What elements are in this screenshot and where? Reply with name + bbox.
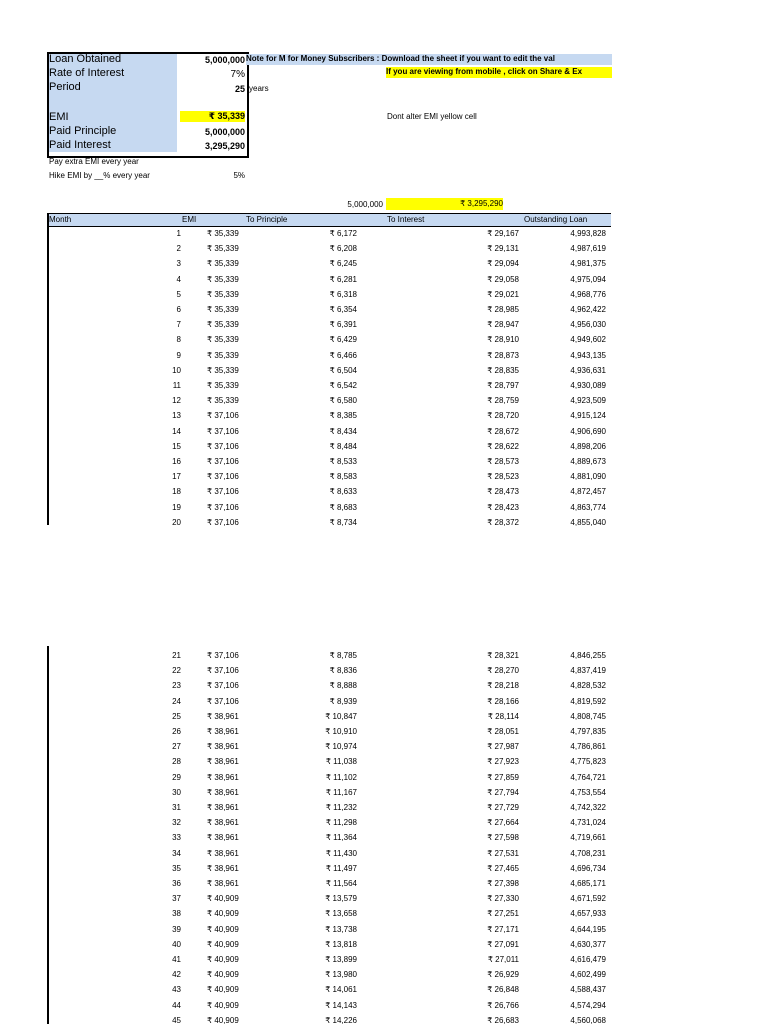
- table-row: [0, 409, 768, 423]
- table-row: [0, 862, 768, 876]
- row-emi: ₹ 35,339: [207, 320, 239, 330]
- row-to-principle: ₹ 6,208: [329, 244, 357, 254]
- table-header: [47, 213, 611, 227]
- row-emi: ₹ 35,339: [207, 274, 239, 284]
- row-outstanding-loan: 4,962,422: [570, 305, 606, 314]
- row-emi: ₹ 37,106: [207, 666, 239, 676]
- row-to-principle: ₹ 13,579: [325, 894, 357, 904]
- row-emi: ₹ 37,106: [207, 651, 239, 660]
- table-row: [0, 999, 768, 1013]
- row-to-principle: ₹ 8,888: [329, 681, 357, 691]
- table-row: [0, 516, 768, 530]
- table-row: [0, 983, 768, 997]
- row-month: 41: [172, 955, 181, 964]
- row-to-interest: ₹ 28,947: [487, 320, 519, 330]
- row-month: 38: [172, 909, 181, 919]
- row-emi: ₹ 38,961: [207, 818, 239, 828]
- row-to-interest: ₹ 28,835: [487, 365, 519, 375]
- row-to-principle: ₹ 11,430: [325, 848, 357, 858]
- row-month: 43: [172, 985, 181, 995]
- row-emi: ₹ 38,961: [207, 772, 239, 782]
- subscriber-note: Note for M for Money Subscribers : Download the sheet if you want to edit the val: [246, 54, 612, 65]
- row-emi: ₹ 38,961: [207, 848, 239, 858]
- row-emi: ₹ 38,961: [207, 879, 239, 888]
- row-emi: ₹ 38,961: [207, 711, 239, 721]
- row-emi: ₹ 40,909: [207, 1015, 239, 1025]
- row-to-principle: ₹ 11,298: [325, 818, 357, 828]
- period-label: Period: [49, 81, 81, 93]
- row-month: 23: [172, 681, 181, 691]
- row-emi: ₹ 37,106: [207, 517, 239, 527]
- row-outstanding-loan: 4,602,499: [570, 970, 606, 980]
- row-outstanding-loan: 4,855,040: [570, 517, 606, 527]
- row-month: 30: [172, 787, 181, 797]
- row-outstanding-loan: 4,775,823: [570, 757, 606, 767]
- row-to-interest: ₹ 26,683: [487, 1015, 519, 1025]
- row-month: 4: [176, 274, 181, 284]
- row-emi: ₹ 38,961: [207, 757, 239, 767]
- header-to-interest: To Interest: [387, 215, 425, 224]
- row-outstanding-loan: 4,616,479: [570, 955, 606, 964]
- row-to-principle: ₹ 13,658: [325, 909, 357, 919]
- row-month: 19: [172, 502, 181, 512]
- row-emi: ₹ 40,909: [207, 985, 239, 995]
- row-to-principle: ₹ 8,939: [329, 696, 357, 706]
- row-month: 5: [176, 289, 181, 299]
- row-to-principle: ₹ 10,974: [325, 742, 357, 752]
- header-to-principle: To Principle: [246, 215, 288, 224]
- row-outstanding-loan: 4,731,024: [570, 818, 606, 828]
- row-month: 42: [172, 970, 181, 980]
- table-row: [0, 679, 768, 693]
- table-row: [0, 273, 768, 287]
- row-month: 29: [172, 772, 181, 782]
- row-emi: ₹ 37,106: [207, 441, 239, 451]
- table-row: [0, 1014, 768, 1028]
- row-emi: ₹ 35,339: [207, 396, 239, 406]
- row-outstanding-loan: 4,630,377: [570, 939, 606, 949]
- table-row: [0, 786, 768, 800]
- row-outstanding-loan: 4,889,673: [570, 457, 606, 466]
- row-to-principle: ₹ 11,038: [325, 757, 357, 767]
- row-emi: ₹ 35,339: [207, 259, 239, 269]
- row-outstanding-loan: 4,764,721: [570, 772, 606, 782]
- table-row: [0, 288, 768, 302]
- row-month: 24: [172, 696, 181, 706]
- row-month: 44: [172, 1000, 181, 1010]
- row-month: 21: [172, 651, 181, 660]
- row-month: 7: [176, 320, 181, 330]
- row-to-principle: ₹ 8,836: [329, 666, 357, 676]
- row-outstanding-loan: 4,588,437: [570, 985, 606, 995]
- row-emi: ₹ 37,106: [207, 426, 239, 436]
- table-row: [0, 816, 768, 830]
- table-row: [0, 968, 768, 982]
- row-emi: ₹ 38,961: [207, 727, 239, 736]
- row-to-principle: ₹ 8,734: [329, 517, 357, 527]
- emi-warning-note: Dont alter EMI yellow cell: [387, 112, 477, 121]
- row-emi: ₹ 38,961: [207, 787, 239, 797]
- row-month: 25: [172, 711, 181, 721]
- row-to-interest: ₹ 27,531: [487, 848, 519, 858]
- row-to-principle: ₹ 14,061: [325, 985, 357, 995]
- row-emi: ₹ 40,909: [207, 909, 239, 919]
- row-month: 9: [176, 350, 181, 360]
- row-emi: ₹ 35,339: [207, 365, 239, 375]
- row-month: 36: [172, 879, 181, 888]
- row-month: 31: [172, 803, 181, 812]
- row-to-interest: ₹ 27,598: [487, 833, 519, 843]
- row-to-principle: ₹ 8,533: [329, 457, 357, 466]
- row-emi: ₹ 35,339: [207, 381, 239, 390]
- row-to-principle: ₹ 13,738: [325, 924, 357, 934]
- row-to-principle: ₹ 6,504: [329, 365, 357, 375]
- loan-obtained-label: Loan Obtained: [49, 53, 122, 65]
- row-to-interest: ₹ 28,270: [487, 666, 519, 676]
- row-to-principle: ₹ 6,245: [329, 259, 357, 269]
- row-to-principle: ₹ 6,466: [329, 350, 357, 360]
- mobile-note: If you are viewing from mobile , click on Share & Ex: [386, 67, 612, 78]
- header-month: Month: [49, 215, 72, 224]
- row-outstanding-loan: 4,987,619: [570, 244, 606, 254]
- row-to-interest: ₹ 27,171: [487, 924, 519, 934]
- row-outstanding-loan: 4,742,322: [570, 803, 606, 812]
- row-to-principle: ₹ 10,910: [325, 727, 357, 736]
- row-month: 8: [176, 335, 181, 345]
- row-month: 2: [176, 244, 181, 254]
- row-month: 10: [172, 365, 181, 375]
- row-outstanding-loan: 4,657,933: [570, 909, 606, 919]
- row-outstanding-loan: 4,993,828: [570, 229, 606, 238]
- row-emi: ₹ 35,339: [207, 229, 239, 238]
- row-emi: ₹ 37,106: [207, 411, 239, 421]
- row-to-interest: ₹ 27,729: [487, 803, 519, 812]
- row-outstanding-loan: 4,936,631: [570, 365, 606, 375]
- row-to-interest: ₹ 28,759: [487, 396, 519, 406]
- row-to-interest: ₹ 29,131: [487, 244, 519, 254]
- table-row: [0, 892, 768, 906]
- table-row: [0, 485, 768, 499]
- table-row: [0, 710, 768, 724]
- row-month: 16: [172, 457, 181, 466]
- row-to-interest: ₹ 28,423: [487, 502, 519, 512]
- period-value[interactable]: 25: [234, 84, 245, 94]
- row-outstanding-loan: 4,797,835: [570, 727, 606, 736]
- row-outstanding-loan: 4,881,090: [570, 472, 606, 482]
- header-emi: EMI: [182, 215, 197, 224]
- row-to-principle: ₹ 14,226: [325, 1015, 357, 1025]
- header-outstanding-loan: Outstanding Loan: [524, 215, 588, 224]
- row-month: 20: [172, 517, 181, 527]
- row-to-principle: ₹ 8,583: [329, 472, 357, 482]
- row-emi: ₹ 35,339: [207, 305, 239, 314]
- table-row: [0, 379, 768, 393]
- row-emi: ₹ 35,339: [207, 335, 239, 345]
- table-row: [0, 938, 768, 952]
- row-outstanding-loan: 4,981,375: [570, 259, 606, 269]
- row-to-principle: ₹ 6,318: [329, 289, 357, 299]
- row-to-principle: ₹ 11,364: [325, 833, 357, 843]
- row-to-interest: ₹ 28,321: [487, 651, 519, 660]
- table-row: [0, 227, 768, 241]
- table-row: [0, 425, 768, 439]
- row-outstanding-loan: 4,968,776: [570, 289, 606, 299]
- row-month: 37: [172, 894, 181, 904]
- row-to-principle: ₹ 8,484: [329, 441, 357, 451]
- row-to-interest: ₹ 27,794: [487, 787, 519, 797]
- extra-emi-label: Pay extra EMI every year: [49, 157, 139, 166]
- row-month: 40: [172, 939, 181, 949]
- row-to-principle: ₹ 8,683: [329, 502, 357, 512]
- row-to-principle: ₹ 6,580: [329, 396, 357, 406]
- row-emi: ₹ 37,106: [207, 502, 239, 512]
- row-emi: ₹ 35,339: [207, 244, 239, 254]
- row-to-interest: ₹ 28,672: [487, 426, 519, 436]
- row-to-principle: ₹ 13,818: [325, 939, 357, 949]
- table-row: [0, 649, 768, 663]
- row-to-principle: ₹ 6,542: [329, 381, 357, 390]
- row-outstanding-loan: 4,819,592: [570, 696, 606, 706]
- table-row: [0, 349, 768, 363]
- row-outstanding-loan: 4,943,135: [570, 350, 606, 360]
- hike-emi-label: Hike EMI by __% every year: [49, 171, 150, 180]
- row-outstanding-loan: 4,753,554: [570, 787, 606, 797]
- row-to-principle: ₹ 14,143: [325, 1000, 357, 1010]
- row-emi: ₹ 40,909: [207, 1000, 239, 1010]
- table-row: [0, 440, 768, 454]
- row-month: 28: [172, 757, 181, 767]
- hike-emi-value[interactable]: 5%: [233, 171, 245, 180]
- row-to-interest: ₹ 28,797: [487, 381, 519, 390]
- row-to-principle: ₹ 6,429: [329, 335, 357, 345]
- row-to-interest: ₹ 27,923: [487, 757, 519, 767]
- table-row: [0, 801, 768, 815]
- row-to-interest: ₹ 28,573: [487, 457, 519, 466]
- row-month: 22: [172, 666, 181, 676]
- row-to-interest: ₹ 28,873: [487, 350, 519, 360]
- row-to-interest: ₹ 28,051: [487, 727, 519, 736]
- table-row: [0, 364, 768, 378]
- row-month: 35: [172, 863, 181, 873]
- row-to-interest: ₹ 27,465: [487, 863, 519, 873]
- row-emi: ₹ 38,961: [207, 863, 239, 873]
- row-to-principle: ₹ 6,354: [329, 305, 357, 314]
- table-row: [0, 695, 768, 709]
- row-to-principle: ₹ 8,785: [329, 651, 357, 660]
- row-emi: ₹ 35,339: [207, 289, 239, 299]
- row-outstanding-loan: 4,786,861: [570, 742, 606, 752]
- row-to-interest: ₹ 27,011: [487, 955, 519, 964]
- row-month: 3: [176, 259, 181, 269]
- period-unit: years: [249, 84, 269, 93]
- row-emi: ₹ 40,909: [207, 894, 239, 904]
- paid-interest-label: Paid Interest: [49, 139, 111, 151]
- row-to-principle: ₹ 13,980: [325, 970, 357, 980]
- row-to-interest: ₹ 28,910: [487, 335, 519, 345]
- row-to-principle: ₹ 8,633: [329, 487, 357, 497]
- emi-label: EMI: [49, 111, 69, 123]
- row-month: 17: [172, 472, 181, 482]
- paid-principal-value: 5,000,000: [204, 127, 245, 137]
- row-outstanding-loan: 4,574,294: [570, 1000, 606, 1010]
- paid-principal-label: Paid Principle: [49, 125, 117, 137]
- row-month: 13: [172, 411, 181, 421]
- row-to-interest: ₹ 28,523: [487, 472, 519, 482]
- row-outstanding-loan: 4,956,030: [570, 320, 606, 330]
- row-to-principle: ₹ 8,385: [329, 411, 357, 421]
- table-row: [0, 242, 768, 256]
- row-month: 45: [172, 1015, 181, 1025]
- row-to-interest: ₹ 28,622: [487, 441, 519, 451]
- table-row: [0, 923, 768, 937]
- rate-of-interest-value[interactable]: 7%: [230, 69, 245, 80]
- row-to-interest: ₹ 28,218: [487, 681, 519, 691]
- total-principal: 5,000,000: [347, 200, 383, 209]
- row-to-principle: ₹ 6,391: [329, 320, 357, 330]
- row-to-interest: ₹ 29,021: [487, 289, 519, 299]
- table-row: [0, 257, 768, 271]
- row-month: 26: [172, 727, 181, 736]
- row-outstanding-loan: 4,828,532: [570, 681, 606, 691]
- row-month: 34: [172, 848, 181, 858]
- paid-interest-value: 3,295,290: [204, 141, 245, 151]
- row-emi: ₹ 35,339: [207, 350, 239, 360]
- row-emi: ₹ 37,106: [207, 696, 239, 706]
- row-to-interest: ₹ 28,985: [487, 305, 519, 314]
- row-to-principle: ₹ 8,434: [329, 426, 357, 436]
- row-emi: ₹ 38,961: [207, 803, 239, 812]
- row-to-principle: ₹ 11,167: [325, 787, 357, 797]
- row-to-interest: ₹ 28,372: [487, 517, 519, 527]
- table-row: [0, 318, 768, 332]
- table-row: [0, 470, 768, 484]
- row-to-interest: ₹ 27,251: [487, 909, 519, 919]
- table-row: [0, 907, 768, 921]
- row-emi: ₹ 40,909: [207, 955, 239, 964]
- row-to-interest: ₹ 28,166: [487, 696, 519, 706]
- table-row: [0, 755, 768, 769]
- row-emi: ₹ 38,961: [207, 742, 239, 752]
- row-month: 12: [172, 396, 181, 406]
- row-to-principle: ₹ 10,847: [325, 711, 357, 721]
- table-row: [0, 501, 768, 515]
- row-outstanding-loan: 4,949,602: [570, 335, 606, 345]
- row-outstanding-loan: 4,863,774: [570, 502, 606, 512]
- row-to-interest: ₹ 26,766: [487, 1000, 519, 1010]
- row-outstanding-loan: 4,708,231: [570, 848, 606, 858]
- row-month: 15: [172, 441, 181, 451]
- row-emi: ₹ 37,106: [207, 487, 239, 497]
- emi-value[interactable]: ₹ 35,339: [208, 111, 245, 121]
- row-to-principle: ₹ 6,281: [329, 274, 357, 284]
- row-outstanding-loan: 4,930,089: [570, 381, 606, 390]
- row-to-interest: ₹ 26,848: [487, 985, 519, 995]
- row-outstanding-loan: 4,872,457: [570, 487, 606, 497]
- row-to-interest: ₹ 28,720: [487, 411, 519, 421]
- row-to-principle: ₹ 11,564: [325, 879, 357, 888]
- row-to-interest: ₹ 27,330: [487, 894, 519, 904]
- row-month: 11: [172, 381, 181, 390]
- row-outstanding-loan: 4,975,094: [570, 274, 606, 284]
- table-row: [0, 831, 768, 845]
- row-outstanding-loan: 4,846,255: [570, 651, 606, 660]
- row-to-interest: ₹ 27,987: [487, 742, 519, 752]
- row-to-interest: ₹ 29,094: [487, 259, 519, 269]
- row-month: 39: [172, 924, 181, 934]
- row-to-interest: ₹ 27,398: [487, 879, 519, 888]
- row-emi: ₹ 38,961: [207, 833, 239, 843]
- table-row: [0, 953, 768, 967]
- row-outstanding-loan: 4,923,509: [570, 396, 606, 406]
- table-row: [0, 740, 768, 754]
- table-row: [0, 771, 768, 785]
- row-emi: ₹ 37,106: [207, 457, 239, 466]
- row-emi: ₹ 40,909: [207, 939, 239, 949]
- loan-obtained-value[interactable]: 5,000,000: [204, 55, 245, 65]
- row-outstanding-loan: 4,560,068: [570, 1015, 606, 1025]
- table-row: [0, 847, 768, 861]
- row-to-principle: ₹ 13,899: [325, 955, 357, 964]
- row-to-principle: ₹ 11,497: [325, 863, 357, 873]
- row-month: 14: [172, 426, 181, 436]
- rate-of-interest-label: Rate of Interest: [49, 67, 125, 79]
- table-row: [0, 455, 768, 469]
- row-emi: ₹ 37,106: [207, 472, 239, 482]
- row-month: 32: [172, 818, 181, 828]
- row-to-principle: ₹ 11,102: [325, 772, 357, 782]
- row-to-interest: ₹ 28,114: [487, 711, 519, 721]
- table-row: [0, 725, 768, 739]
- row-month: 33: [172, 833, 181, 843]
- row-outstanding-loan: 4,719,661: [570, 833, 606, 843]
- table-row: [0, 303, 768, 317]
- row-to-principle: ₹ 6,172: [329, 229, 357, 238]
- row-to-interest: ₹ 29,058: [487, 274, 519, 284]
- row-outstanding-loan: 4,808,745: [570, 711, 606, 721]
- row-to-principle: ₹ 11,232: [325, 803, 357, 812]
- row-to-interest: ₹ 27,859: [487, 772, 519, 782]
- row-to-interest: ₹ 27,664: [487, 818, 519, 828]
- row-outstanding-loan: 4,837,419: [570, 666, 606, 676]
- row-month: 6: [176, 305, 181, 314]
- row-month: 1: [176, 229, 181, 238]
- row-to-interest: ₹ 29,167: [487, 229, 519, 238]
- table-row: [0, 333, 768, 347]
- row-outstanding-loan: 4,671,592: [570, 894, 606, 904]
- row-outstanding-loan: 4,906,690: [570, 426, 606, 436]
- row-outstanding-loan: 4,644,195: [570, 924, 606, 934]
- row-outstanding-loan: 4,898,206: [570, 441, 606, 451]
- table-row: [0, 664, 768, 678]
- total-interest: ₹ 3,295,290: [386, 198, 503, 210]
- row-month: 27: [172, 742, 181, 752]
- table-row: [0, 394, 768, 408]
- table-row: [0, 877, 768, 891]
- row-emi: ₹ 40,909: [207, 970, 239, 980]
- row-emi: ₹ 37,106: [207, 681, 239, 691]
- row-to-interest: ₹ 27,091: [487, 939, 519, 949]
- row-to-interest: ₹ 26,929: [487, 970, 519, 980]
- row-month: 18: [172, 487, 181, 497]
- row-outstanding-loan: 4,696,734: [570, 863, 606, 873]
- row-to-interest: ₹ 28,473: [487, 487, 519, 497]
- row-outstanding-loan: 4,685,171: [570, 879, 606, 888]
- row-emi: ₹ 40,909: [207, 924, 239, 934]
- row-outstanding-loan: 4,915,124: [570, 411, 606, 421]
